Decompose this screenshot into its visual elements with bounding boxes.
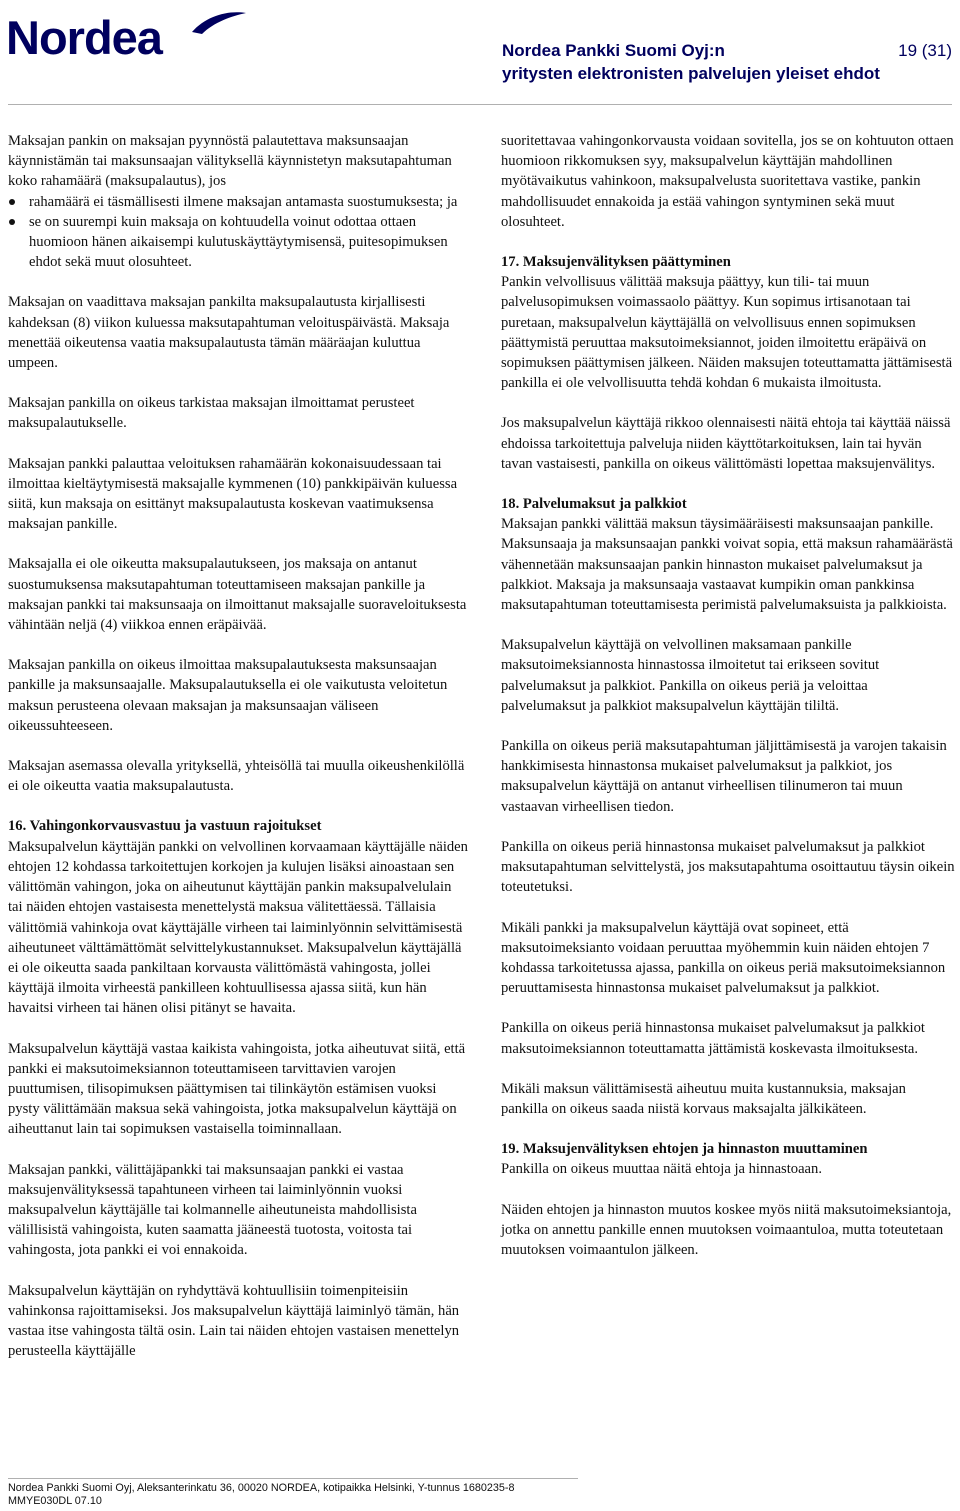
footer-document-code: MMYE030DL 07.10 xyxy=(8,1495,102,1507)
section-heading-16: 16. Vahingonkorvausvastuu ja vastuun rajoitukset xyxy=(8,818,322,835)
paragraph: Mikäli pankki ja maksupalvelun käyttäjä ovat sopineet, että maksutoimeksianto voidaan peruuttaa myöhemmin kuin näiden ehtojen 7 kohdassa tarkoitetussa ajassa, pankilla on oikeus periä maksutoimeksiannon peruuttamisesta hinnastonsa mukaiset palvelumaksut ja palkkiot. xyxy=(501,919,946,997)
paragraph: Maksajan asemassa olevalla yrityksellä, yhteisöllä tai muulla oikeushenkilöllä ei ole oikeutta vaatia maksupalautusta. xyxy=(8,758,465,795)
page-header xyxy=(0,0,960,100)
paragraph: Maksajan pankki välittää maksun täysimääräisesti maksunsaajan pankille. Maksunsaaja ja maksunsaajan pankki voivat sopia, että maksun rahamäärästä vähennetään maksunsaajan pankin hinnaston mukaiset palvelumaksut ja palkkiot. Maksaja ja maksunsaaja vastaavat kumpikin oman pankkinsa maksutapahtuman toteuttamisesta perimistä palvelumaksuista ja palkkioista. xyxy=(501,516,953,614)
footer-divider xyxy=(8,1478,578,1479)
page-number: 19 (31) xyxy=(898,41,952,60)
condition-list xyxy=(8,192,468,273)
paragraph: Maksajan pankki palauttaa veloituksen rahamäärän kokonaisuudessaan tai ilmoittaa kieltäytymisestä maksajalle kymmenen (10) pankkipäivän kuluessa siitä, kun maksaja on esittänyt maksupalautusta koskevan vaatimuksensa maksajan pankille. xyxy=(8,455,458,533)
paragraph: Mikäli maksun välittämisestä aiheutuu muita kustannuksia, maksajan pankilla on oikeus saada niistä korvaus maksajalta jälkikäteen. xyxy=(501,1080,906,1117)
page-footer xyxy=(8,1482,515,1508)
paragraph: Maksajan pankilla on oikeus ilmoittaa maksupalautuksesta maksunsaajan pankille ja maksunsaajalle. Maksupalautuksella ei ole vaikutusta veloitetun maksun perusteena olevaan maksajan ja maksunsaajan väliseen oikeussuhteeseen. xyxy=(8,657,448,734)
section-heading-17: 17. Maksujenvälityksen päättyminen xyxy=(501,254,731,271)
right-column xyxy=(501,131,956,1280)
paragraph: suoritettavaa vahingonkorvausta voidaan sovitella, jos se on kohtuuton ottaen huomioon rikkomuksen syy, maksupalvelun käyttäjän mahdollinen myötävaikutus vahinkoon, maksupalvelusta suoritettava vastike, pankin mahdollisuudet ennakoida ja estää vahingon syntyminen sekä muut olosuhteet. xyxy=(501,133,954,230)
paragraph: Pankin velvollisuus välittää maksuja päättyy, kun tili- tai muun palvelusopimuksen voimassaolo päättyy. Kun sopimus irtisanotaan tai puretaan, maksupalvelun käyttäjällä on velvollisuus ennen sopimuksen päättymistä peruuttaa maksutoimeksiannot, joiden ilmoitettu eräpäivä on sopimuksen päättymisen jälkeen. Näiden maksujen toteuttamatta jättämisestä pankilla ei ole velvollisuutta tehdä kohdan 6 mukaista ilmoitusta. xyxy=(501,274,953,392)
paragraph: Pankilla on oikeus periä hinnastonsa mukaiset palvelumaksut ja palkkiot maksutapahtuman selvittelystä, jos maksutapahtuma osoittautuu täysin oikein toteutetuksi. xyxy=(501,838,955,896)
paragraph: Pankilla on oikeus muuttaa näitä ehtoja ja hinnastoaan. xyxy=(501,1161,822,1178)
paragraph: Maksajan pankki, välittäjäpankki tai maksunsaajan pankki ei vastaa maksujenvälityksessä tapahtuneen virheen tai laiminlyönnin vuoksi maksupalvelun käyttäjälle tai kolmannelle aiheutuneista mahdollisista välillisistä vahingoista, kuten saamatta jääneestä tuotosta, voitosta tai vahingosta, jota pankki ei voi ennakoida. xyxy=(8,1161,417,1259)
list-item: se on suurempi kuin maksaja on kohtuudella voinut odottaa ottaen huomioon hänen aikaisempi kulutuskäyttäytymisensä, puitesopimuksen ehdot sekä muut olosuhteet. xyxy=(8,212,468,273)
paragraph: Jos maksupalvelun käyttäjä rikkoo olennaisesti näitä ehtoja tai käyttää näissä ehdoissa tarkoitettuja palveluja niiden käyttötarkoituksen, lain tai hyvän tavan vastaisesti, pankilla on oikeus välittömästi lopettaa maksujenvälitys. xyxy=(501,415,951,472)
section-heading-19: 19. Maksujenvälityksen ehtojen ja hinnaston muuttaminen xyxy=(501,1141,868,1158)
document-subtitle: yritysten elektronisten palvelujen yleiset ehdot xyxy=(502,64,880,83)
header-divider xyxy=(8,104,952,105)
document-title: Nordea Pankki Suomi Oyj:n xyxy=(502,41,725,60)
paragraph: Maksupalvelun käyttäjä vastaa kaikista vahingoista, jotka aiheutuvat siitä, että pankki ei maksutoimeksiannon toteuttamiseen tarvittavien varojen puuttumisen, tilisopimuksen päättymisen tai tilinkäytön estämisen vuoksi pysty välittämään maksua sekä vahingoista, jotka maksupalvelun käyttäjä on aiheuttanut lain tai sopimuksen vastaisella toiminnallaan. xyxy=(8,1040,466,1138)
logo-swoosh-icon xyxy=(192,12,246,34)
paragraph: Maksupalvelun käyttäjä on velvollinen maksamaan pankille maksutoimeksiannosta hinnastossa ilmoitetut tai erikseen sovitut palvelumaksut ja palkkiot. Pankilla on oikeus periä ja veloittaa palvelumaksut ja palkkiot maksupalvelun käyttäjän tililtä. xyxy=(501,637,880,714)
left-column xyxy=(8,131,468,1381)
paragraph: Maksajan pankilla on oikeus tarkistaa maksajan ilmoittamat perusteet maksupalautukselle. xyxy=(8,395,415,432)
section-heading-18: 18. Palvelumaksut ja palkkiot xyxy=(501,496,687,513)
footer-address: Nordea Pankki Suomi Oyj, Aleksanterinkatu 36, 00020 NORDEA, kotipaikka Helsinki, Y-tunnus 1680235-8 xyxy=(8,1482,515,1494)
logo-text: Nordea xyxy=(6,11,162,64)
paragraph: Maksupalvelun käyttäjän on ryhdyttävä kohtuullisiin toimenpiteisiin vahinkonsa rajoittamiseksi. Jos maksupalvelun käyttäjä laiminlyö tämän, hän vastaa itse vahingosta tältä osin. Lain tai näiden ehtojen vastaisen menettelyn perusteella käyttäjälle xyxy=(8,1282,460,1360)
list-item: rahamäärä ei täsmällisesti ilmene maksajan antamasta suostumuksesta; ja xyxy=(8,192,468,212)
paragraph: Maksajalla ei ole oikeutta maksupalautukseen, jos maksaja on antanut suostumuksensa maksutapahtuman toteuttamiseen maksajan pankille ja maksajan pankki tai maksunsaaja on ilmoittanut maksajalle suoraveloituksesta vähintään neljä (4) viikkoa ennen eräpäivää. xyxy=(8,556,467,634)
paragraph: Pankilla on oikeus periä maksutapahtuman jäljittämisestä ja varojen takaisin hankkimisesta hinnastonsa mukaiset palvelumaksut ja palkkiot, jos maksupalvelun käyttäjä on antanut virheellisen tilinumeron tai muun vastaavan virheellisen tiedon. xyxy=(501,738,947,815)
paragraph: Maksajan on vaadittava maksajan pankilta maksupalautusta kirjallisesti kahdeksan (8) viikon kuluessa maksutapahtuman veloituspäivästä. Maksaja menettää oikeutensa vaatia maksupalautusta tämän määräajan kuluttua umpeen. xyxy=(8,294,450,372)
paragraph: Näiden ehtojen ja hinnaston muutos koskee myös niitä maksutoimeksiantoja, jotka on annettu pankille ennen muutoksen voimaantuloa, mutta toteutetaan muutoksen voimaantulon jälkeen. xyxy=(501,1201,952,1258)
nordea-logo xyxy=(6,10,251,66)
paragraph: Pankilla on oikeus periä hinnastonsa mukaiset palvelumaksut ja palkkiot maksutoimeksiannon toteuttamatta jättämistä koskevasta ilmoituksesta. xyxy=(501,1020,925,1057)
intro-paragraph: Maksajan pankin on maksajan pyynnöstä palautettava maksunsaajan käynnistämän tai maksunsaajan välityksellä käynnistetyn maksutapahtuman koko rahamäärä (maksupalautus), jos xyxy=(8,133,452,190)
paragraph: Maksupalvelun käyttäjän pankki on velvollinen korvaamaan käyttäjälle näiden ehtojen 12 kohdassa tarkoitettujen korkojen ja kulujen lisäksi ainoastaan sen välittömän vahingon, joka on aiheutunut käyttäjän pankin maksupalvelulain tai näiden ehtojen vastaisesta menettelystä maksua välitettäessä. Tällaisia välittömiä vahinkoja ovat käyttäjälle virheen tai laiminlyönnin selvittämisestä aiheutuneet välttämättömät selvittelykustannukset. Maksupalvelun käyttäjällä ei ole oikeutta saada pankiltaan korvausta välittömästä vahingosta, jollei käyttäjä ilmoita virheestä pankilleen kohtuullisessa ajassa siitä, kun hän havaitsi virheen tai hänen olisi pitänyt se havaita. xyxy=(8,838,468,1017)
